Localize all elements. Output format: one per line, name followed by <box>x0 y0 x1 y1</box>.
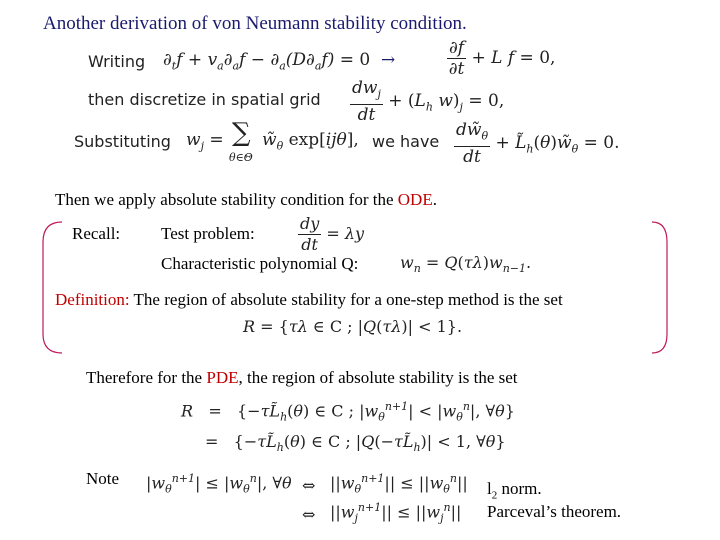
note-inequality: $|w_\theta^{n+1}| \le |w_\theta^n|$, ∀θ <box>146 472 292 496</box>
note-norm-theta: $||w_\theta^{n+1}|| \le ||w_\theta^n||$ <box>330 472 468 496</box>
discretize-label: then discretize in spatial grid <box>88 90 321 109</box>
test-problem-label: Test problem: <box>161 224 255 243</box>
ode-keyword: ODE <box>397 190 433 209</box>
substituting-label: Substituting <box>74 132 171 151</box>
equivalence-arrow-1: ⇔ <box>302 476 316 495</box>
char-poly-label: Characteristic polynomial Q: <box>161 254 359 273</box>
definition-keyword: Definition: <box>55 290 130 309</box>
definition-sentence: Definition: The region of absolute stability for a one-step method is the set <box>55 290 563 309</box>
pde-keyword: PDE <box>206 368 239 387</box>
pde-region-line-1: R = {$-\tau L̃_h(\theta)$ ∈ C ; $|w_\theta^{n+1}| < |w_\theta^n|$, ∀θ} <box>181 400 515 424</box>
note-norm-j: $||w_j^{n+1}|| \le ||w_j^n||$ <box>330 501 462 525</box>
fourier-term: $w̃_\theta$ exp[ijθ], <box>262 130 359 153</box>
page-title: Another derivation of von Neumann stability condition. <box>43 13 467 34</box>
pde-region-line-2: = {$-\tau L̃_h(\theta)$ ∈ C ; $|Q(-\tau L̃_h)| < 1$, ∀θ} <box>205 432 506 455</box>
writing-label: Writing <box>88 52 146 71</box>
ode-stability-region: R = {τλ ∈ C ; |Q(τλ)| < 1}. <box>243 317 463 336</box>
summation-index: θ∈Θ <box>229 151 253 164</box>
recall-label: Recall: <box>72 224 121 243</box>
test-problem-equation: $\frac{dy}{dt}$ = λy <box>300 214 365 254</box>
we-have-label: we have <box>372 132 440 151</box>
fourier-expansion: $w_j$ = <box>186 130 224 153</box>
pde-sentence: Therefore for the PDE, the region of absolute stability is the set <box>86 368 518 387</box>
advection-diffusion-equation: $\partial_tf + v_a\partial_af - \partial_a(D\partial_af) = 0$ → <box>163 50 396 73</box>
mode-ode: $\frac{dw̃_\theta}{dt}$ + $L̃_h(\theta)w̃_\theta = 0$. <box>456 120 620 168</box>
summation-symbol: ∑ <box>232 118 251 148</box>
char-poly-equation: $w_n = Q(\tau\lambda)w_{n-1}$. <box>400 253 532 276</box>
note-label: Note <box>86 469 120 488</box>
l2-norm-label: $l_2$ norm. <box>487 479 542 502</box>
parseval-label: Parceval’s theorem. <box>487 502 622 521</box>
equivalence-arrow-2: ⇔ <box>302 505 316 524</box>
operator-form-equation: $\frac{\partial f}{\partial t}$ + L f = 0, <box>448 38 556 79</box>
ode-sentence: Then we apply absolute stability condition for the ODE. <box>55 190 437 209</box>
semi-discrete-equation: $\frac{dw_j}{dt}$ + ($L_h$ $w)_j = 0$, <box>352 78 505 126</box>
